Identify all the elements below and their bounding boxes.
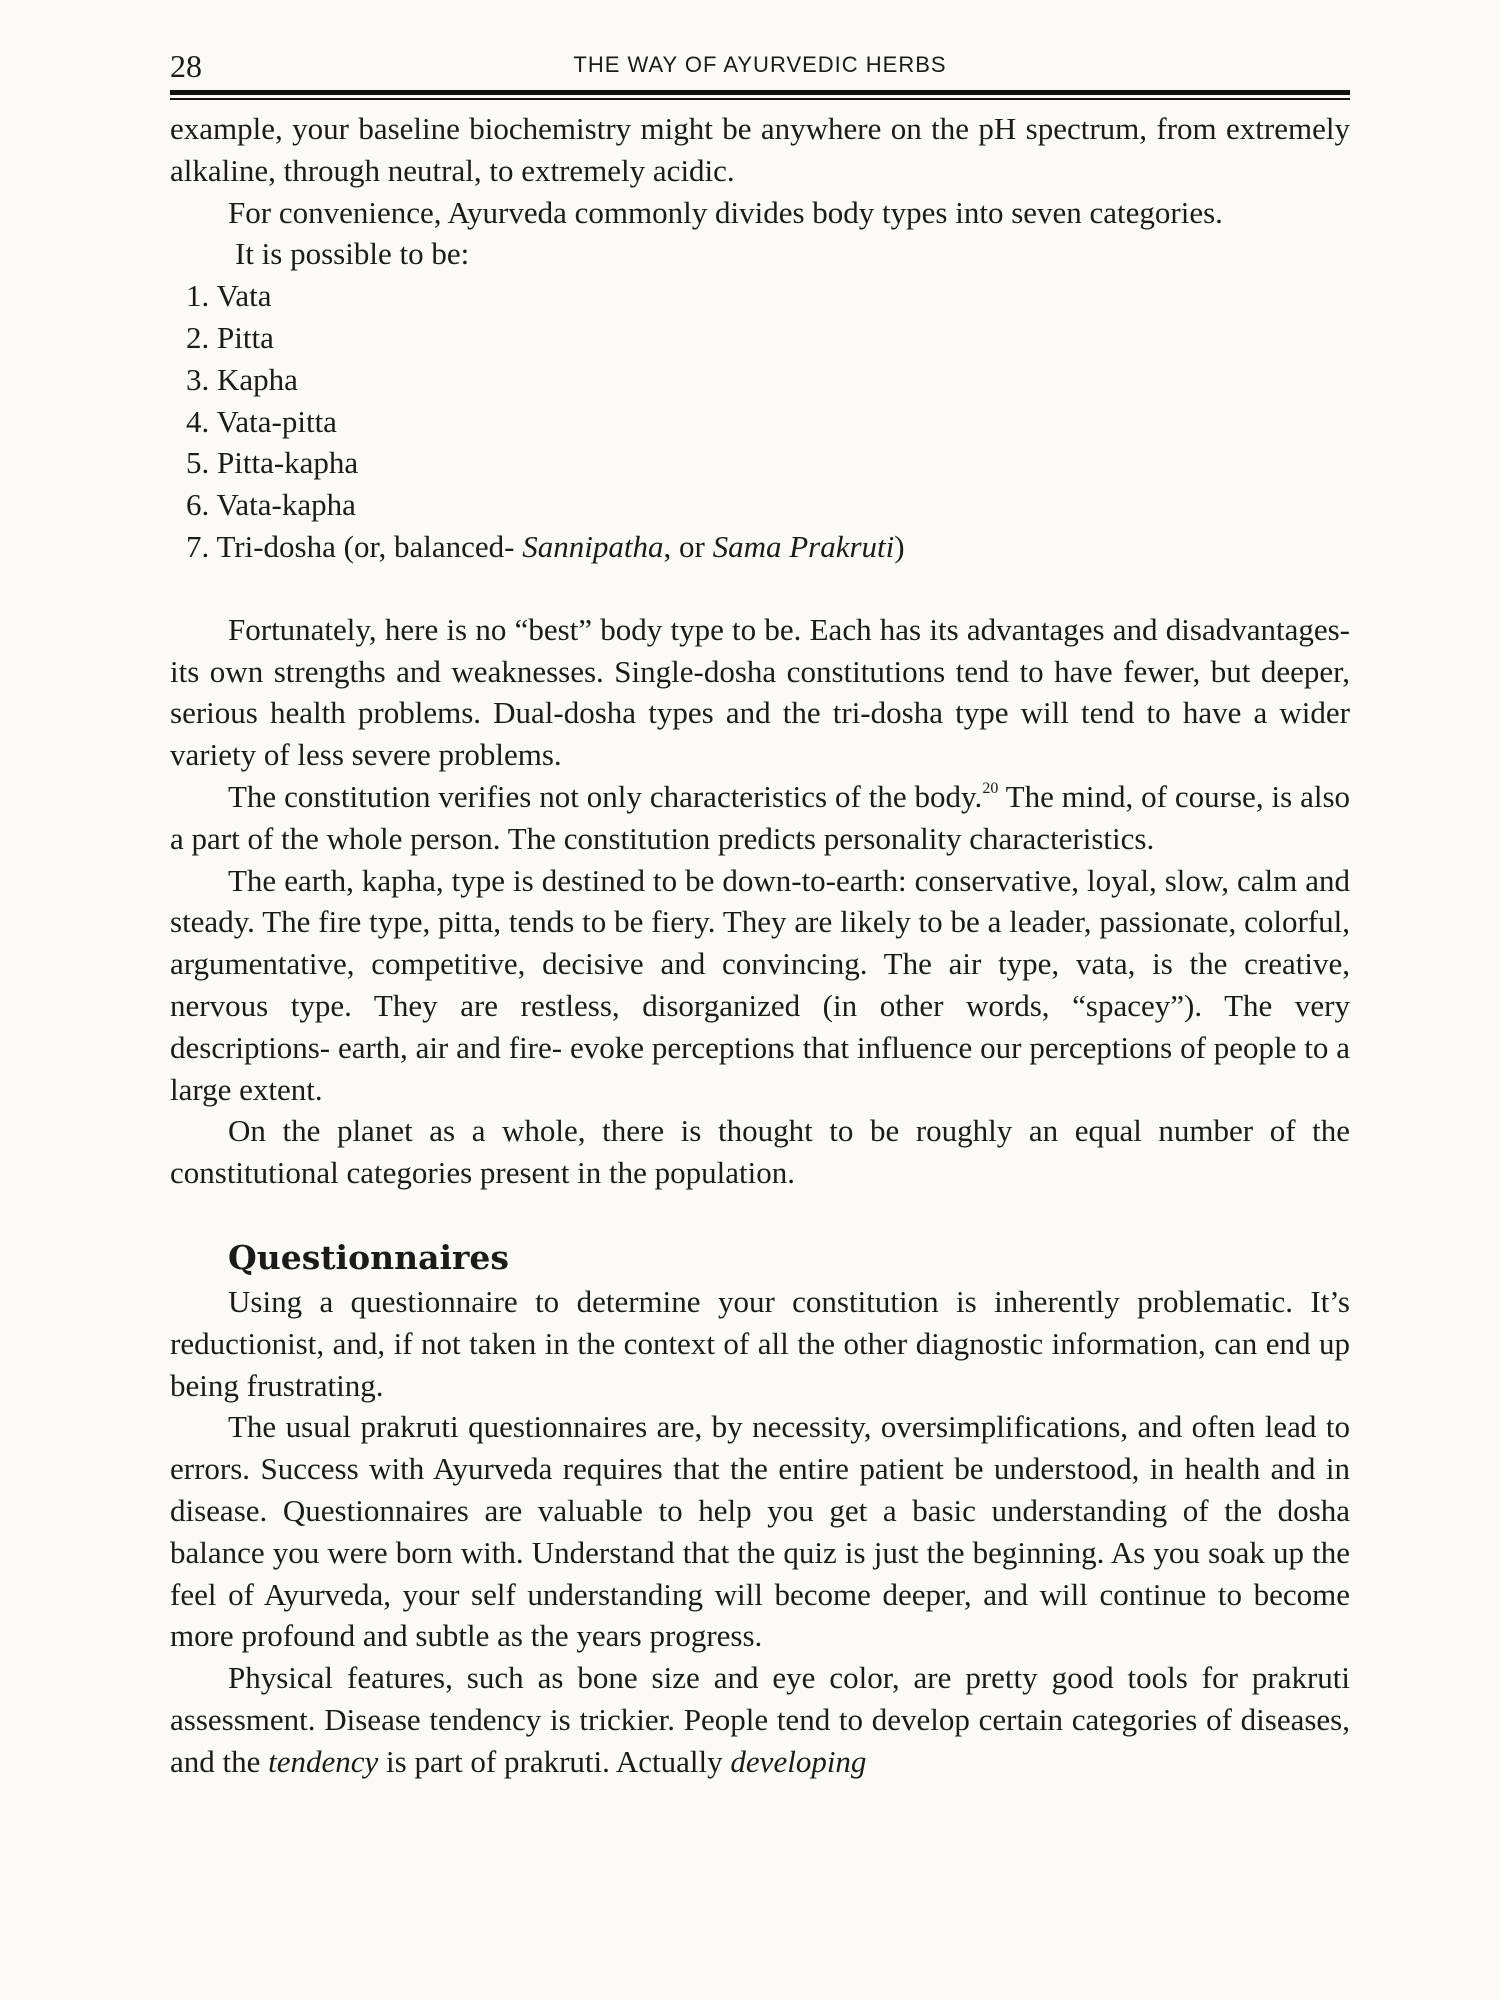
list-item-tridosha: 7. Tri-dosha (or, balanced- Sannipatha, or Sama Prakruti) — [186, 528, 905, 564]
paragraph-questionnaire: Using a questionnaire to determine your constitution is inherently problematic. It’s reductionist, and, if not taken in the context of all the other diagnostic information, can end up being frustrating. — [170, 1283, 1350, 1403]
section-heading: Questionnaires — [228, 1237, 509, 1277]
list-item: 6. Vata-kapha — [186, 487, 356, 523]
paragraph-body-type: Fortunately, here is no “best” body type to be. Each has its advantages and disadvantages- its own strengths and weaknesses. Single-dosha constitutions tend to have fewer, but deeper, serious health problems. Dual-dosha types and the tri-dosha type will tend to have a wider variety of less severe problems. — [170, 611, 1350, 773]
header-rule-thick — [170, 90, 1350, 95]
paragraph-physical: Physical features, such as bone size and eye color, are pretty good tools for prakruti assessment. Disease tendency is trickier. People tend to develop certain categories of diseases, and the tendency is part of prakruti. Actually developing — [170, 1660, 1350, 1779]
running-head — [170, 48, 1350, 88]
paragraph-constitution: The constitution verifies not only characteristics of the body.$^{20}$ The mind, of course, is also a part of the whole person. The constitution predicts personality characteristics. — [170, 778, 1351, 856]
header-rule-thin — [170, 98, 1350, 100]
paragraph-population: On the planet as a whole, there is thought to be roughly an equal number of the constitutional categories present in the population. — [170, 1113, 1350, 1191]
list-item: 2. Pitta — [186, 319, 274, 355]
list-intro: It is possible to be: — [235, 236, 470, 272]
footnote-marker: 20 — [982, 779, 999, 797]
list-item: 5. Pitta-kapha — [186, 445, 359, 481]
body-text — [170, 108, 1350, 1782]
paragraph-types: The earth, kapha, type is destined to be down-to-earth: conservative, loyal, slow, calm and steady. The fire type, pitta, tends to be fiery. They are likely to be a leader, passionate, colorful, argumentative, competitive, decisive and convincing. The air type, vata, is the creative, nervous type. They are restless, disorganized (in other words, “spacey”). The very descriptions- earth, air and fire- evoke perceptions that influence our perceptions of people to a large extent. — [170, 862, 1350, 1107]
page-number: 28 — [170, 48, 202, 84]
paragraph-gap — [170, 568, 1350, 609]
dosha-list — [170, 275, 1350, 568]
list-item: 4. Vata-pitta — [186, 403, 337, 439]
paragraph-continuation: example, your baseline biochemistry might be anywhere on the pH spectrum, from extremely alkaline, through neutral, to extremely acidic. — [170, 111, 1350, 188]
list-item: 3. Kapha — [186, 361, 298, 397]
paragraph-gap — [170, 1194, 1350, 1235]
paragraph-prakruti: The usual prakruti questionnaires are, by necessity, oversimplifications, and often lead to errors. Success with Ayurveda requires that the entire patient be understood, in health and in disease. Questionnaires are valuable to help you get a basic understanding of the dosha balance you were born with. Understand that the quiz is just the beginning. As you soak up the feel of Ayurveda, your self understanding will become deeper, and will continue to become more profound and subtle as the years progress. — [170, 1409, 1350, 1654]
list-item: 1. Vata — [186, 278, 272, 314]
paragraph-categories: For convenience, Ayurveda commonly divides body types into seven categories. — [228, 194, 1223, 230]
running-title: THE WAY OF AYURVEDIC HERBS — [573, 52, 947, 77]
